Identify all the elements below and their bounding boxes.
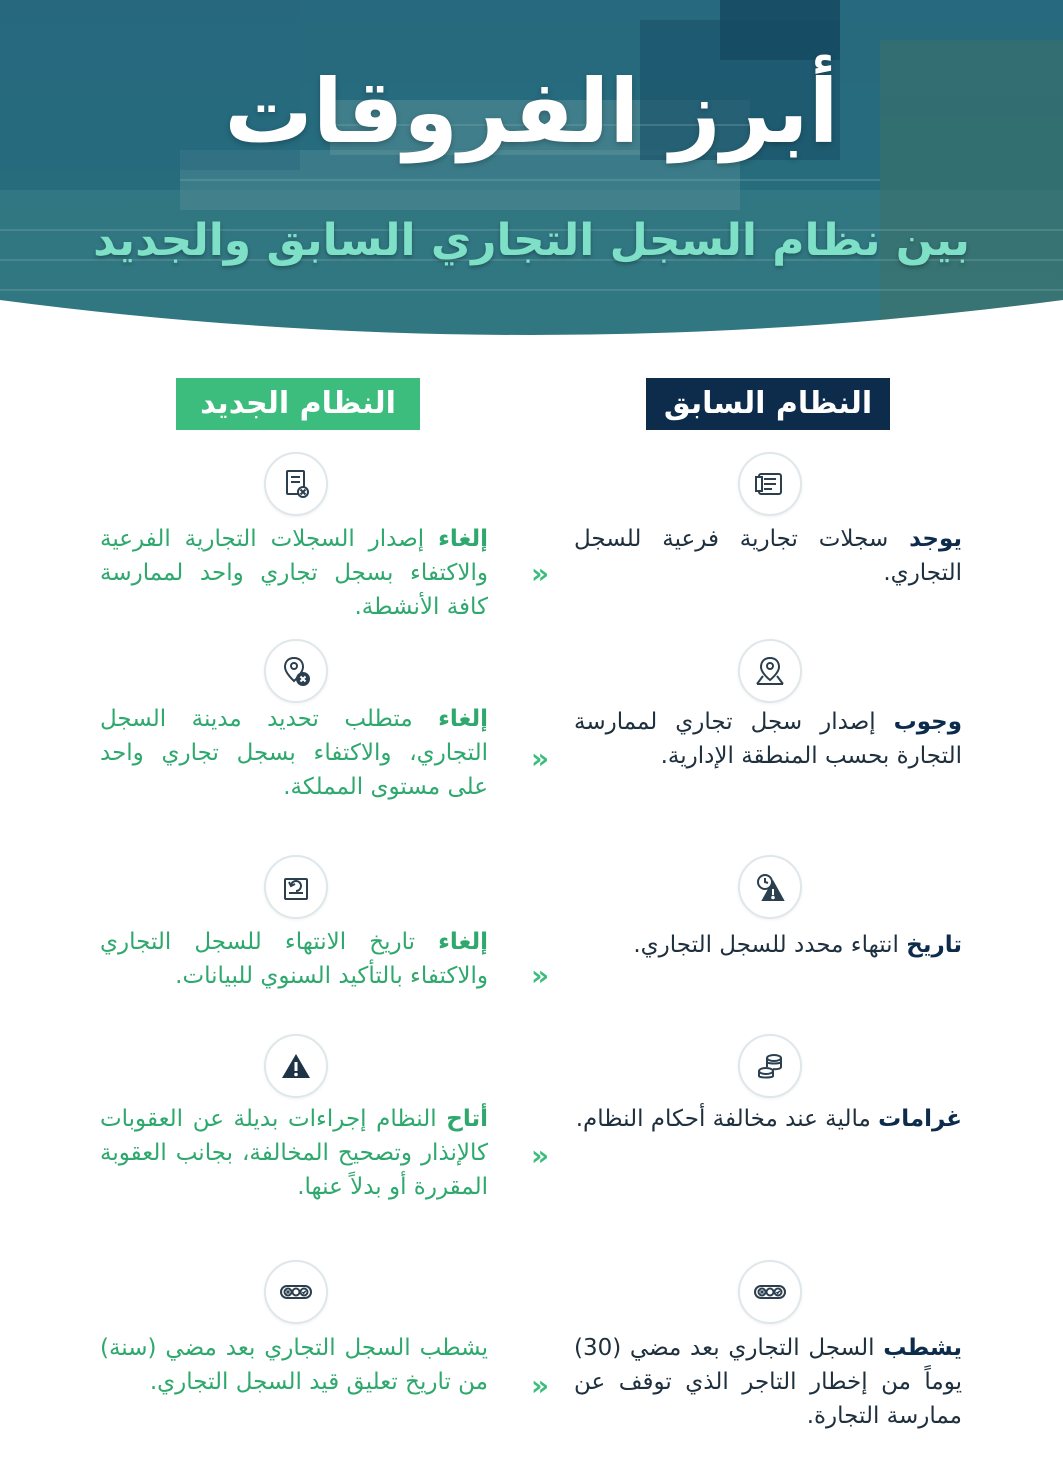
document-list-icon xyxy=(738,452,802,516)
arrow-icon: « xyxy=(530,557,550,590)
document-refresh-icon xyxy=(264,855,328,919)
new-item-4-keyword: أتاح xyxy=(446,1106,489,1132)
hero-banner xyxy=(0,0,1063,360)
old-item-2-text: إصدار سجل تجاري لممارسة التجارة بحسب المنطقة الإدارية. xyxy=(574,709,962,769)
old-item-4 xyxy=(574,1102,962,1136)
old-item-5-text: السجل التجاري بعد مضي (30) يوماً من إخطار التاجر الذي توقف عن ممارسة التجارة. xyxy=(574,1335,962,1429)
new-item-3-keyword: إلغاء xyxy=(438,929,488,955)
old-item-1-keyword: يوجد xyxy=(909,526,963,552)
old-item-3 xyxy=(574,928,962,962)
cancel-check-icon xyxy=(738,1260,802,1324)
building-background-image xyxy=(0,0,1063,360)
new-system-badge: النظام الجديد xyxy=(176,378,420,430)
new-item-4 xyxy=(100,1102,488,1204)
cancel-check-icon xyxy=(264,1260,328,1324)
old-system-badge: النظام السابق xyxy=(646,378,890,430)
arrow-icon: « xyxy=(530,1139,550,1172)
new-item-3 xyxy=(100,925,488,993)
old-item-4-keyword: غرامات xyxy=(878,1106,962,1132)
old-item-5 xyxy=(574,1331,962,1433)
old-item-1 xyxy=(574,522,962,590)
coins-icon xyxy=(738,1034,802,1098)
document-cancel-icon xyxy=(264,452,328,516)
new-item-1-text: إصدار السجلات التجارية الفرعية والاكتفاء بسجل تجاري واحد لممارسة كافة الأنشطة. xyxy=(100,526,488,620)
old-item-2-keyword: وجوب xyxy=(893,709,962,735)
location-person-icon xyxy=(738,639,802,703)
old-item-3-text: انتهاء محدد للسجل التجاري. xyxy=(633,932,899,958)
new-item-2-keyword: إلغاء xyxy=(438,706,488,732)
new-item-5-text: يشطب السجل التجاري بعد مضي (سنة) من تاريخ تعليق قيد السجل التجاري. xyxy=(100,1335,488,1395)
new-item-4-text: النظام إجراءات بديلة عن العقوبات كالإنذار وتصحيح المخالفة، بجانب العقوبة المقررة أو بدلاً عنها. xyxy=(100,1106,488,1200)
page-subtitle: بين نظام السجل التجاري السابق والجديد xyxy=(93,215,970,266)
new-item-5 xyxy=(100,1331,488,1399)
old-item-5-keyword: يشطب xyxy=(883,1335,962,1361)
arrow-icon: « xyxy=(530,742,550,775)
warning-triangle-icon xyxy=(264,1034,328,1098)
new-item-1-keyword: إلغاء xyxy=(438,526,489,552)
location-cancel-icon xyxy=(264,639,328,703)
arrow-icon: « xyxy=(530,1369,550,1402)
new-item-2-text: متطلب تحديد مدينة السجل التجاري، والاكتفاء بسجل تجاري واحد على مستوى المملكة. xyxy=(100,706,488,800)
page-title: أبرز الفروقات xyxy=(224,60,839,163)
old-item-4-text: مالية عند مخالفة أحكام النظام. xyxy=(575,1106,871,1132)
old-item-1-text: سجلات تجارية فرعية للسجل التجاري. xyxy=(574,526,962,586)
new-item-3-text: تاريخ الانتهاء للسجل التجاري والاكتفاء بالتأكيد السنوي للبيانات. xyxy=(100,929,488,989)
old-item-2 xyxy=(574,705,962,773)
clock-warning-icon xyxy=(738,855,802,919)
old-item-3-keyword: تاريخ xyxy=(906,932,962,958)
arrow-icon: « xyxy=(530,959,550,992)
new-item-1 xyxy=(100,522,488,624)
new-item-2 xyxy=(100,702,488,804)
